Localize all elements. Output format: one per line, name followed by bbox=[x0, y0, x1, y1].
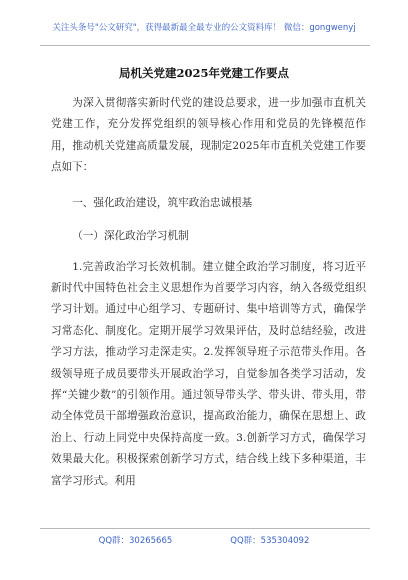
footer bbox=[0, 534, 408, 546]
footer-qq-group-2: QQ群：535304092 bbox=[230, 536, 310, 546]
section-1-heading: 一、强化政治建设，筑牢政治忠诚根基 bbox=[72, 196, 253, 209]
document-title: 局机关党建2025年党建工作要点 bbox=[118, 66, 289, 80]
footer-qq-group-1: QQ群：30265665 bbox=[98, 536, 173, 546]
intro-paragraph: 为深入贯彻落实新时代党的建设总要求，进一步加强市直机关党建工作，充分发挥党组织的领导核心作用和党员的先锋模范作用，推动机关党建高质量发展，现制定2025年市直机关党建工作要点如下： bbox=[51, 97, 366, 174]
header-divider bbox=[40, 45, 370, 46]
body-paragraph: 1.完善政治学习长效机制。建立健全政治学习制度，将习近平新时代中国特色社会主义思想作为首要学习内容，纳入各级党组织学习计划。通过中心组学习、专题研讨、集中培训等方式，确保学习常态化、制度化。定期开展学习效果评估，及时总结经验，改进学习方法，推动学习走深走实。2.发挥领导班子示范带头作用。各级领导班子成员要带头开展政治学习，自觉参加各类学习活动，发挥“关键少数”的引领作用。通过领导带头学、带头讲、带头用，带动全体党员干部增强政治意识，提高政治能力，确保在思想上、政治上、行动上同党中央保持高度一致。3.创新学习方式，确保学习效果最大化。积极探索创新学习方式，结合线上线下多种渠道，丰富学习形式。利用 bbox=[51, 260, 366, 487]
footer-divider bbox=[40, 528, 370, 529]
subsection-1-heading: （一）深化政治学习机制 bbox=[72, 229, 189, 242]
document-body bbox=[51, 93, 366, 492]
header-banner: 关注头条号"公文研究"，获得最新最全最专业的公文资料库！ 微信：gongwenyj bbox=[52, 23, 356, 33]
